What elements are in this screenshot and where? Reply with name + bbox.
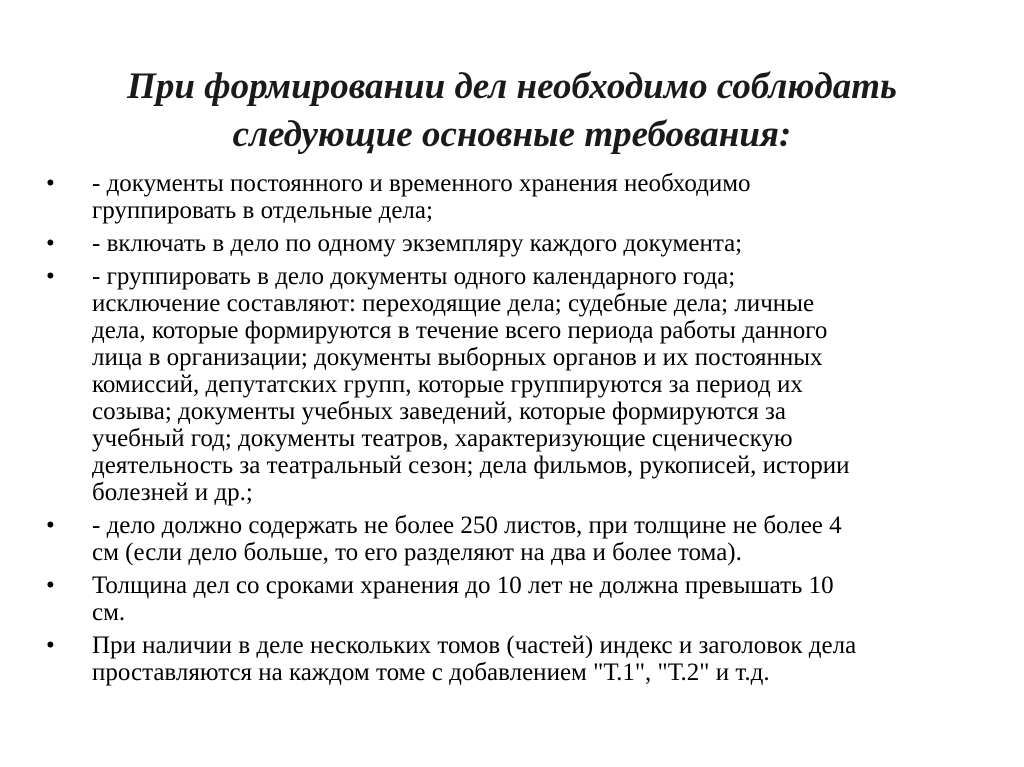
bullet-marker: • — [46, 263, 55, 290]
list-item — [46, 230, 986, 257]
item-text-line: комиссий, депутатских групп, которые группируются за период их — [92, 371, 803, 398]
item-text-line: см (если дело больше, то его разделяют на два и более тома). — [92, 539, 742, 566]
list-item — [46, 512, 986, 566]
item-text-line: При наличии в деле нескольких томов (частей) индекс и заголовок дела — [92, 632, 857, 659]
item-text-line: - группировать в дело документы одного календарного года; — [92, 263, 736, 290]
item-text-line: - включать в дело по одному экземпляру каждого документа; — [92, 230, 743, 257]
item-text-line: группировать в отдельные дела; — [92, 197, 433, 224]
bullet-marker: • — [46, 572, 55, 599]
title-line-2: следующие основные требования: — [232, 113, 792, 155]
item-text-line: лица в организации; документы выборных органов и их постоянных — [92, 344, 823, 371]
bullet-marker: • — [46, 230, 55, 257]
list-item — [46, 263, 986, 506]
item-text-line: - документы постоянного и временного хранения необходимо — [92, 170, 751, 197]
title-line-1: При формировании дел необходимо соблюдать — [127, 65, 897, 107]
item-text-line: дела, которые формируются в течение всего периода работы данного — [92, 317, 828, 344]
list-item — [46, 170, 986, 224]
bullet-marker: • — [46, 632, 55, 659]
item-text-line: Толщина дел со сроками хранения до 10 лет не должна превышать 10 — [92, 572, 834, 599]
list-item — [46, 632, 986, 686]
item-text-line: см. — [92, 599, 126, 626]
item-text-line: деятельность за театральный сезон; дела фильмов, рукописей, истории — [92, 452, 850, 479]
bullet-marker: • — [46, 512, 55, 539]
item-text-line: учебный год; документы театров, характеризующие сценическую — [92, 425, 793, 452]
item-text-line: созыва; документы учебных заведений, которые формируются за — [92, 398, 787, 425]
bullet-marker: • — [46, 170, 55, 197]
item-text-line: исключение составляют: переходящие дела; судебные дела; личные — [92, 290, 815, 317]
list-item — [46, 572, 986, 626]
slide-title — [60, 63, 964, 159]
item-text-line: проставляются на каждом томе с добавлением "Т.1", "Т.2" и т.д. — [92, 659, 770, 686]
item-text-line: - дело должно содержать не более 250 листов, при толщине не более 4 — [92, 512, 842, 539]
requirements-list — [46, 170, 986, 692]
item-text-line: болезней и др.; — [92, 479, 253, 506]
